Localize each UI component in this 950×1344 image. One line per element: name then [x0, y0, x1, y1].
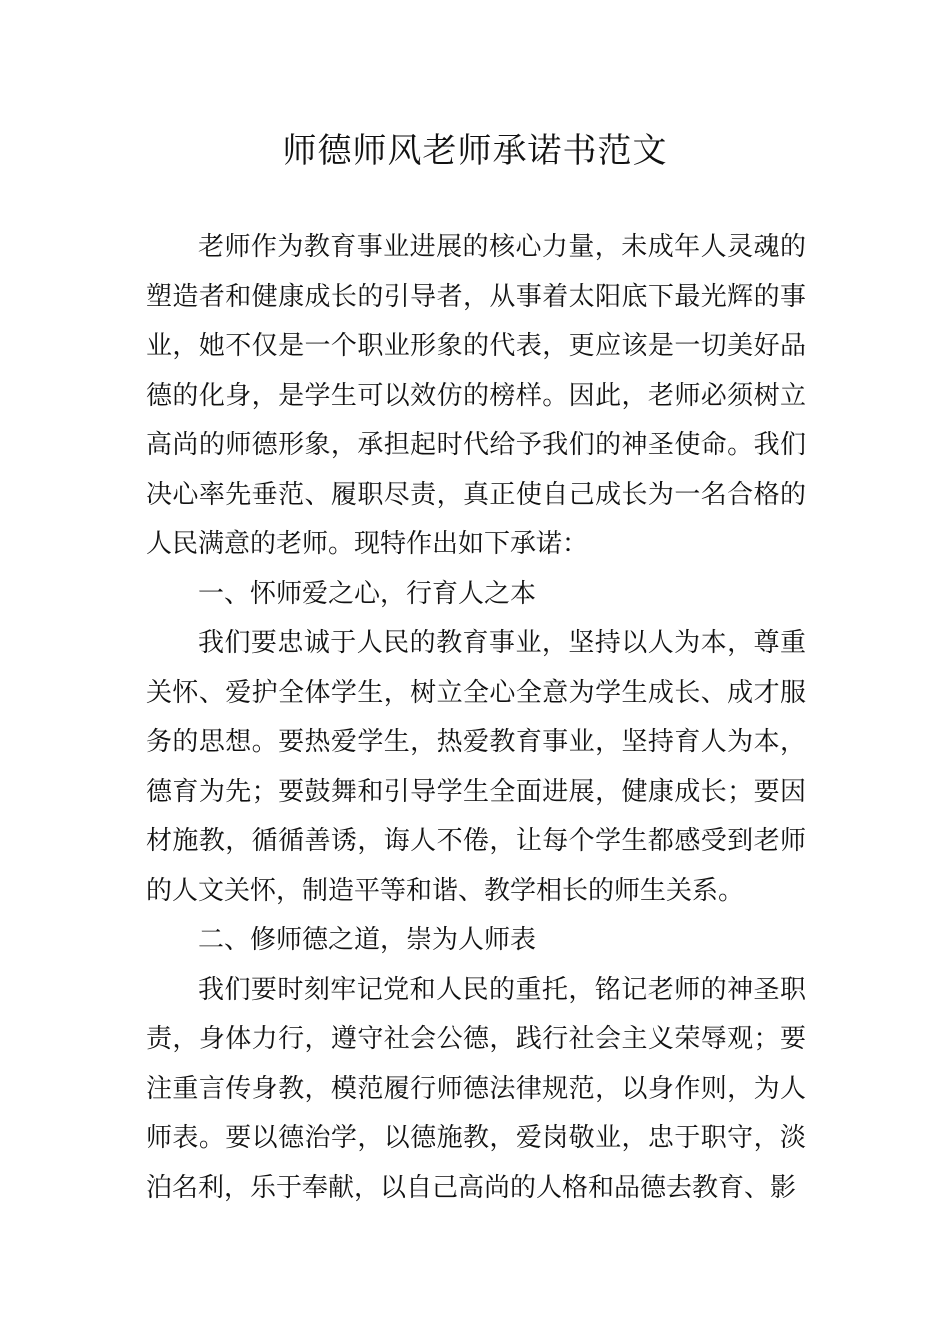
paragraph-section-1: 我们要忠诚于人民的教育事业，坚持以人为本，尊重关怀、爱护全体学生，树立全心全意为学生成长、成才服务的思想。要热爱学生，热爱教育事业，坚持育人为本，德育为先；要鼓舞和引导学生全面进展，健康成长；要因材施教，循循善诱，诲人不倦，让每个学生都感受到老师的人文关怀，制造平等和谐、教学相长的师生关系。 — [146, 628, 806, 906]
document-body — [146, 223, 806, 1213]
section-heading-2: 二、修师德之道，崇为人师表 — [198, 925, 537, 955]
section-heading-1: 一、怀师爱之心，行育人之本 — [198, 578, 537, 609]
paragraph-intro: 老师作为教育事业进展的核心力量，未成年人灵魂的塑造者和健康成长的引导者，从事着太阳底下最光辉的事业，她不仅是一个职业形象的代表，更应该是一切美好品德的化身，是学生可以效仿的榜样。因此，老师必须树立高尚的师德形象，承担起时代给予我们的神圣使命。我们决心率先垂范、履职尽责，真正使自己成长为一名合格的人民满意的老师。现特作出如下承诺： — [146, 232, 806, 559]
document-title: 师德师风老师承诺书范文 — [282, 131, 668, 171]
paragraph-section-2: 我们要时刻牢记党和人民的重托，铭记老师的神圣职责，身体力行，遵守社会公德，践行社会主义荣辱观；要注重言传身教，模范履行师德法律规范，以身作则，为人师表。要以德治学，以德施教，爱岗敬业，忠于职守，淡泊名利，乐于奉献，以自己高尚的人格和品德去教育、影 — [146, 974, 806, 1203]
